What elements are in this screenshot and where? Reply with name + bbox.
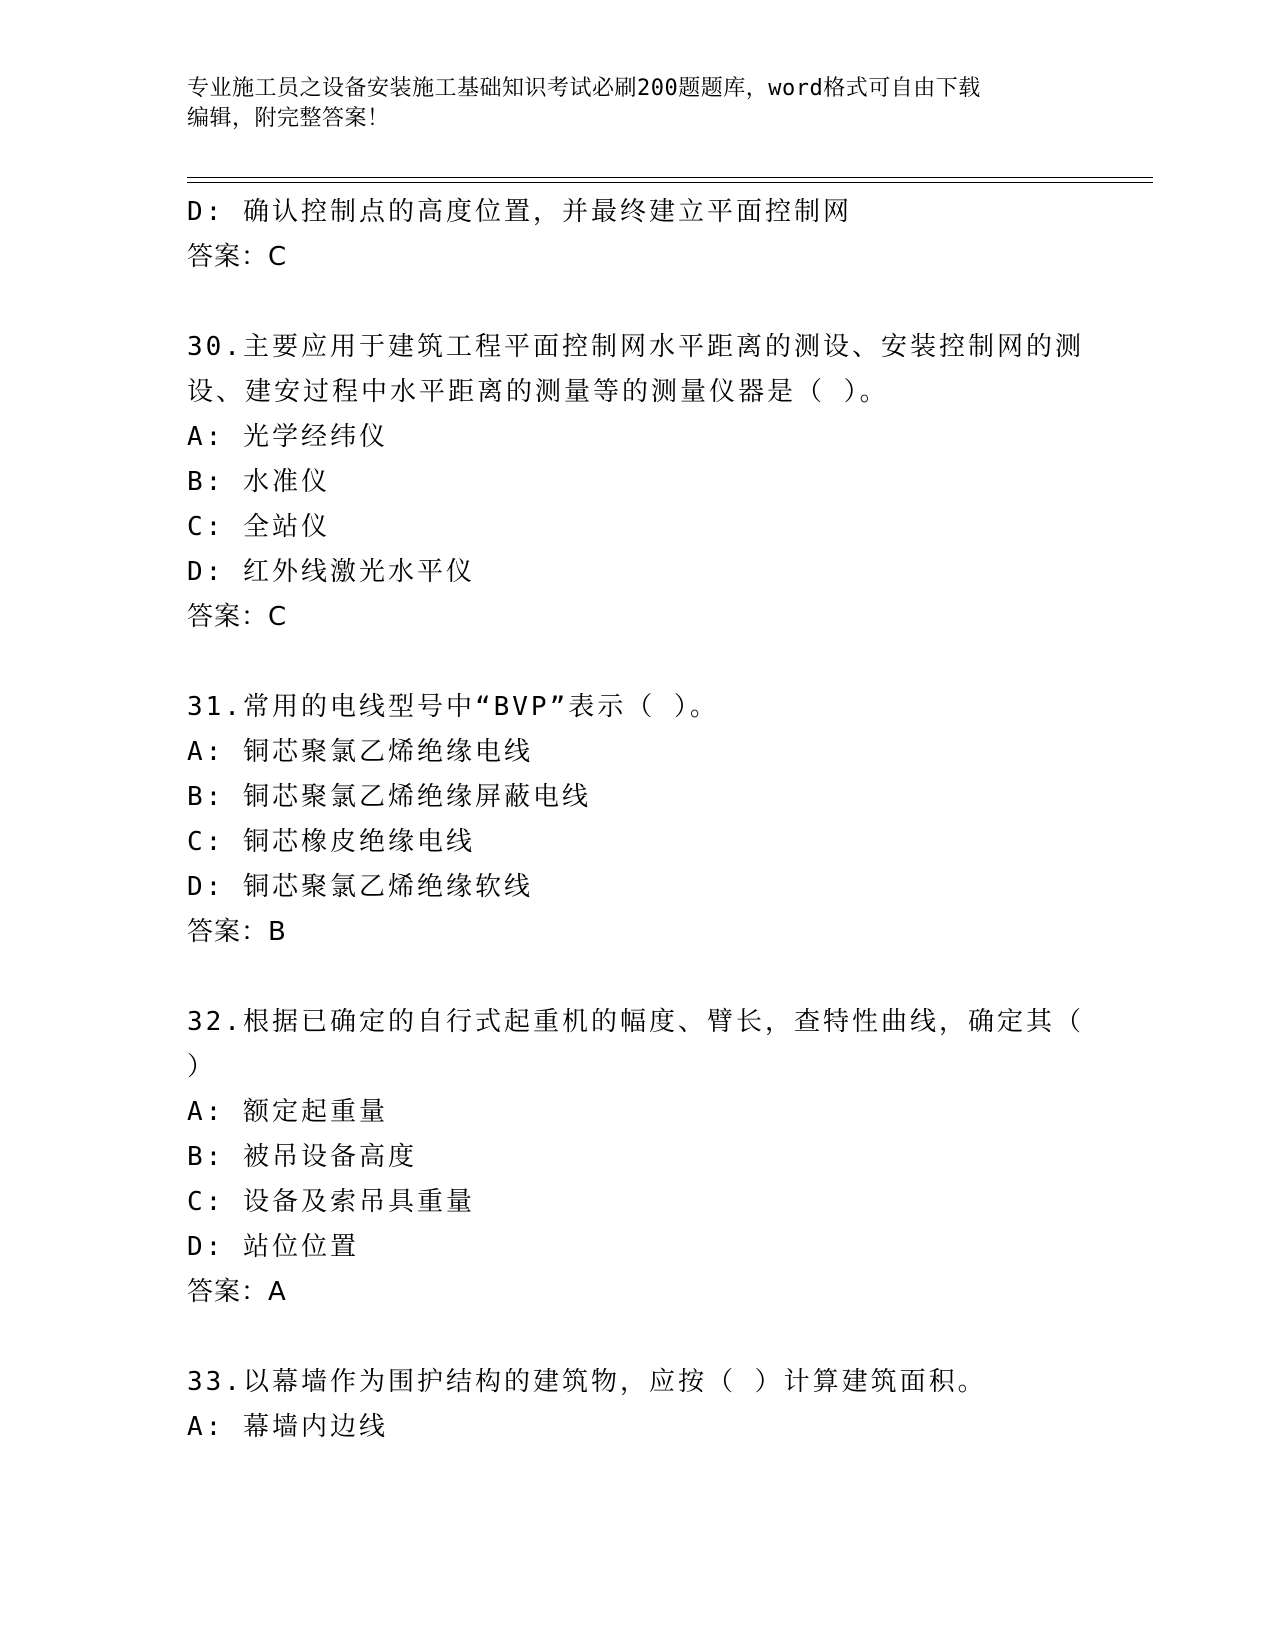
option-c: C: 设备及索吊具重量 xyxy=(187,1187,475,1217)
answer: 答案：B xyxy=(187,917,287,947)
header-line-2: 编辑，附完整答案！ xyxy=(187,106,390,131)
question-30 xyxy=(187,325,1087,640)
option-a: A: 幕墙内边线 xyxy=(187,1412,388,1442)
spacer xyxy=(187,955,1087,1000)
question-list xyxy=(187,190,1087,1450)
option-c: C: 全站仪 xyxy=(187,512,330,542)
question-stem: 32.根据已确定的自行式起重机的幅度、臂长，查特性曲线，确定其（ xyxy=(187,1007,1084,1037)
answer: 答案：C xyxy=(187,602,288,632)
spacer xyxy=(187,280,1087,325)
option-b: B: 铜芯聚氯乙烯绝缘屏蔽电线 xyxy=(187,782,591,812)
option-b: B: 被吊设备高度 xyxy=(187,1142,417,1172)
question-stem: 31.常用的电线型号中“BVP”表示（ ）。 xyxy=(187,692,719,722)
document-header xyxy=(187,74,1087,134)
option-b: B: 水准仪 xyxy=(187,467,330,497)
answer: 答案：C xyxy=(187,242,288,272)
option-a: A: 铜芯聚氯乙烯绝缘电线 xyxy=(187,737,533,767)
option-d: D: 站位位置 xyxy=(187,1232,359,1262)
spacer xyxy=(187,640,1087,685)
question-32 xyxy=(187,1000,1087,1315)
answer: 答案：A xyxy=(187,1277,287,1307)
option-a: A: 额定起重量 xyxy=(187,1097,388,1127)
option-d: D: 红外线激光水平仪 xyxy=(187,557,475,587)
header-line-1: 专业施工员之设备安装施工基础知识考试必刷200题题库，word格式可自由下载 xyxy=(187,76,981,101)
option-c: C: 铜芯橡皮绝缘电线 xyxy=(187,827,475,857)
header-rule-bottom xyxy=(187,182,1153,183)
question-33 xyxy=(187,1360,1087,1450)
header-rule-top xyxy=(187,177,1153,178)
option-a: A: 光学经纬仪 xyxy=(187,422,388,452)
question-31 xyxy=(187,685,1087,955)
question-stem: 设、建安过程中水平距离的测量等的测量仪器是（ ）。 xyxy=(187,377,889,407)
question-stem: ） xyxy=(187,1052,217,1082)
option-d: D: 铜芯聚氯乙烯绝缘软线 xyxy=(187,872,533,902)
question-stem: 30.主要应用于建筑工程平面控制网水平距离的测设、安装控制网的测 xyxy=(187,332,1084,362)
option-d: D: 确认控制点的高度位置，并最终建立平面控制网 xyxy=(187,197,852,227)
question-stem: 33.以幕墙作为围护结构的建筑物，应按（ ）计算建筑面积。 xyxy=(187,1367,987,1397)
spacer xyxy=(187,1315,1087,1360)
